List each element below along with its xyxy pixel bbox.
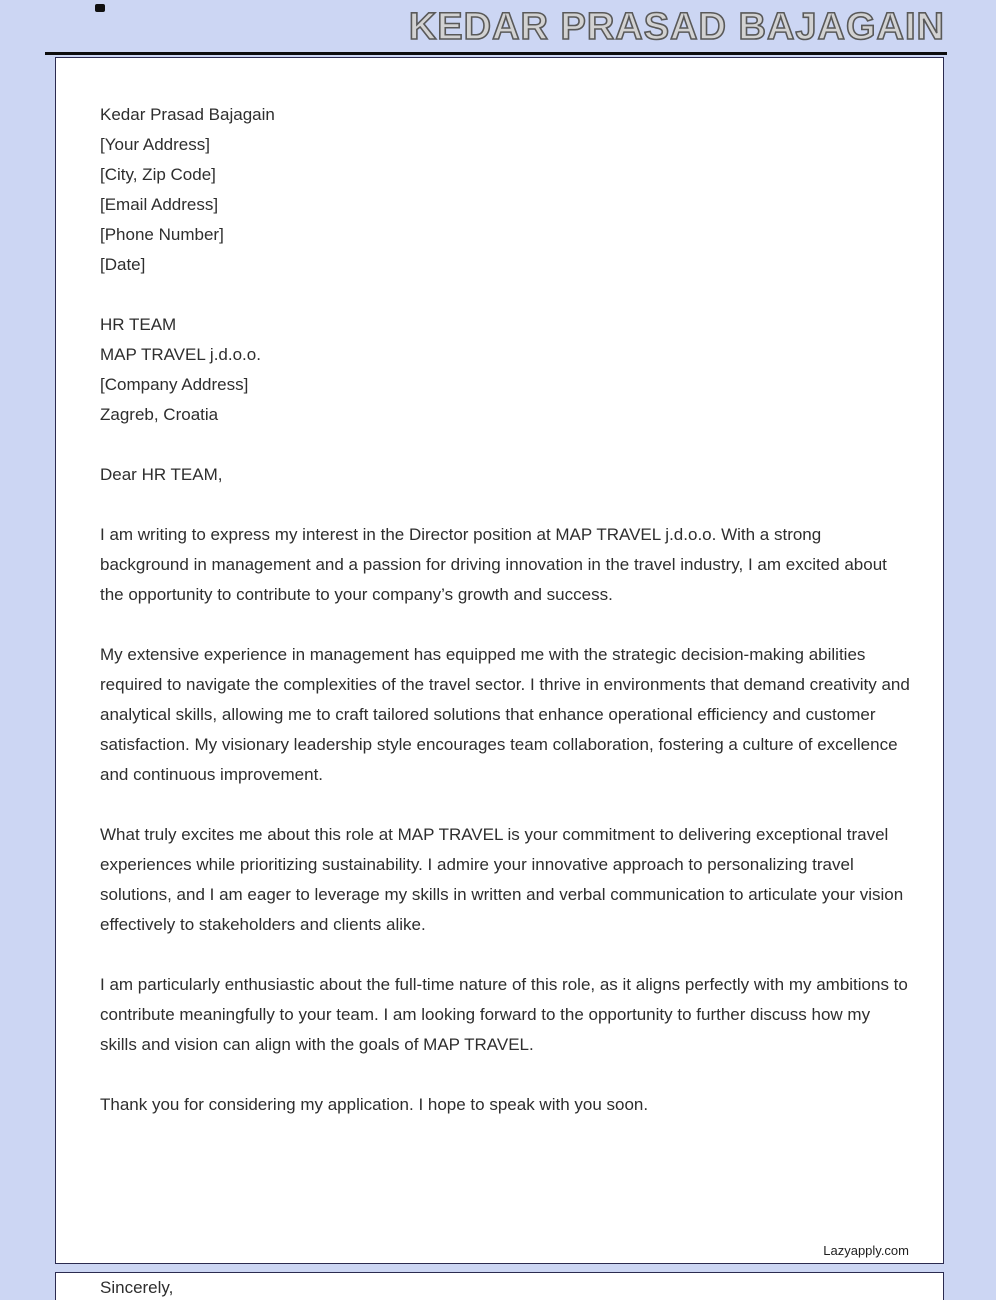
header-divider-rule <box>45 52 947 55</box>
header-candidate-name: KEDAR PRASAD BAJAGAIN <box>408 6 945 48</box>
letter-date-line: [Date] <box>100 255 146 274</box>
paragraph-experience: My extensive experience in management has equipped me with the strategic decision-making abilities required to navigate the complexities of the travel sector. I thrive in environments that demand creativity and analytical skills, allowing me to craft tailored solutions that enhance operational efficiency and customer satisfaction. My visionary leadership style encourages team collaboration, fostering a culture of excellence and continuous improvement. <box>100 645 910 784</box>
paragraph-enthusiasm: I am particularly enthusiastic about the full-time nature of this role, as it aligns perfectly with my ambitions to contribute meaningfully to your team. I am looking forward to the opportunity to further discuss how my skills and vision can align with the goals of MAP TRAVEL. <box>100 975 908 1054</box>
lazyapply-watermark: Lazyapply.com <box>823 1243 909 1258</box>
corner-artifact-mark <box>95 4 105 12</box>
paragraph-motivation: What truly excites me about this role at MAP TRAVEL is your commitment to delivering exceptional travel experiences while prioritizing sustainability. I admire your innovative approach to personalizing travel solutions, and I am eager to leverage my skills in written and verbal communication to articulate your vision effectively to stakeholders and clients alike. <box>100 825 904 934</box>
paragraph-intro: I am writing to express my interest in the Director position at MAP TRAVEL j.d.o.o. With a strong background in management and a passion for driving innovation in the travel industry, I am excited about the opportunity to contribute to your company’s growth and success. <box>100 525 887 604</box>
sender-email-line: [Email Address] <box>100 195 219 214</box>
letter-page-2 <box>55 1272 944 1300</box>
sender-city-line: [City, Zip Code] <box>100 165 216 184</box>
recipient-team-line: HR TEAM <box>100 315 177 334</box>
salutation: Dear HR TEAM, <box>100 465 223 484</box>
recipient-company-line: MAP TRAVEL j.d.o.o. <box>100 345 261 364</box>
recipient-address-line: [Company Address] <box>100 375 249 394</box>
sender-address-line: [Your Address] <box>100 135 210 154</box>
letter-body <box>56 58 943 1120</box>
sender-address-block <box>100 100 910 280</box>
closing-salutation: Sincerely, <box>100 1278 174 1297</box>
recipient-address-block <box>100 310 910 430</box>
paragraph-thanks: Thank you for considering my application. I hope to speak with you soon. <box>100 1095 649 1114</box>
sender-phone-line: [Phone Number] <box>100 225 224 244</box>
recipient-city-line: Zagreb, Croatia <box>100 405 219 424</box>
letter-page-1 <box>55 57 944 1264</box>
sender-name-line: Kedar Prasad Bajagain <box>100 105 275 124</box>
